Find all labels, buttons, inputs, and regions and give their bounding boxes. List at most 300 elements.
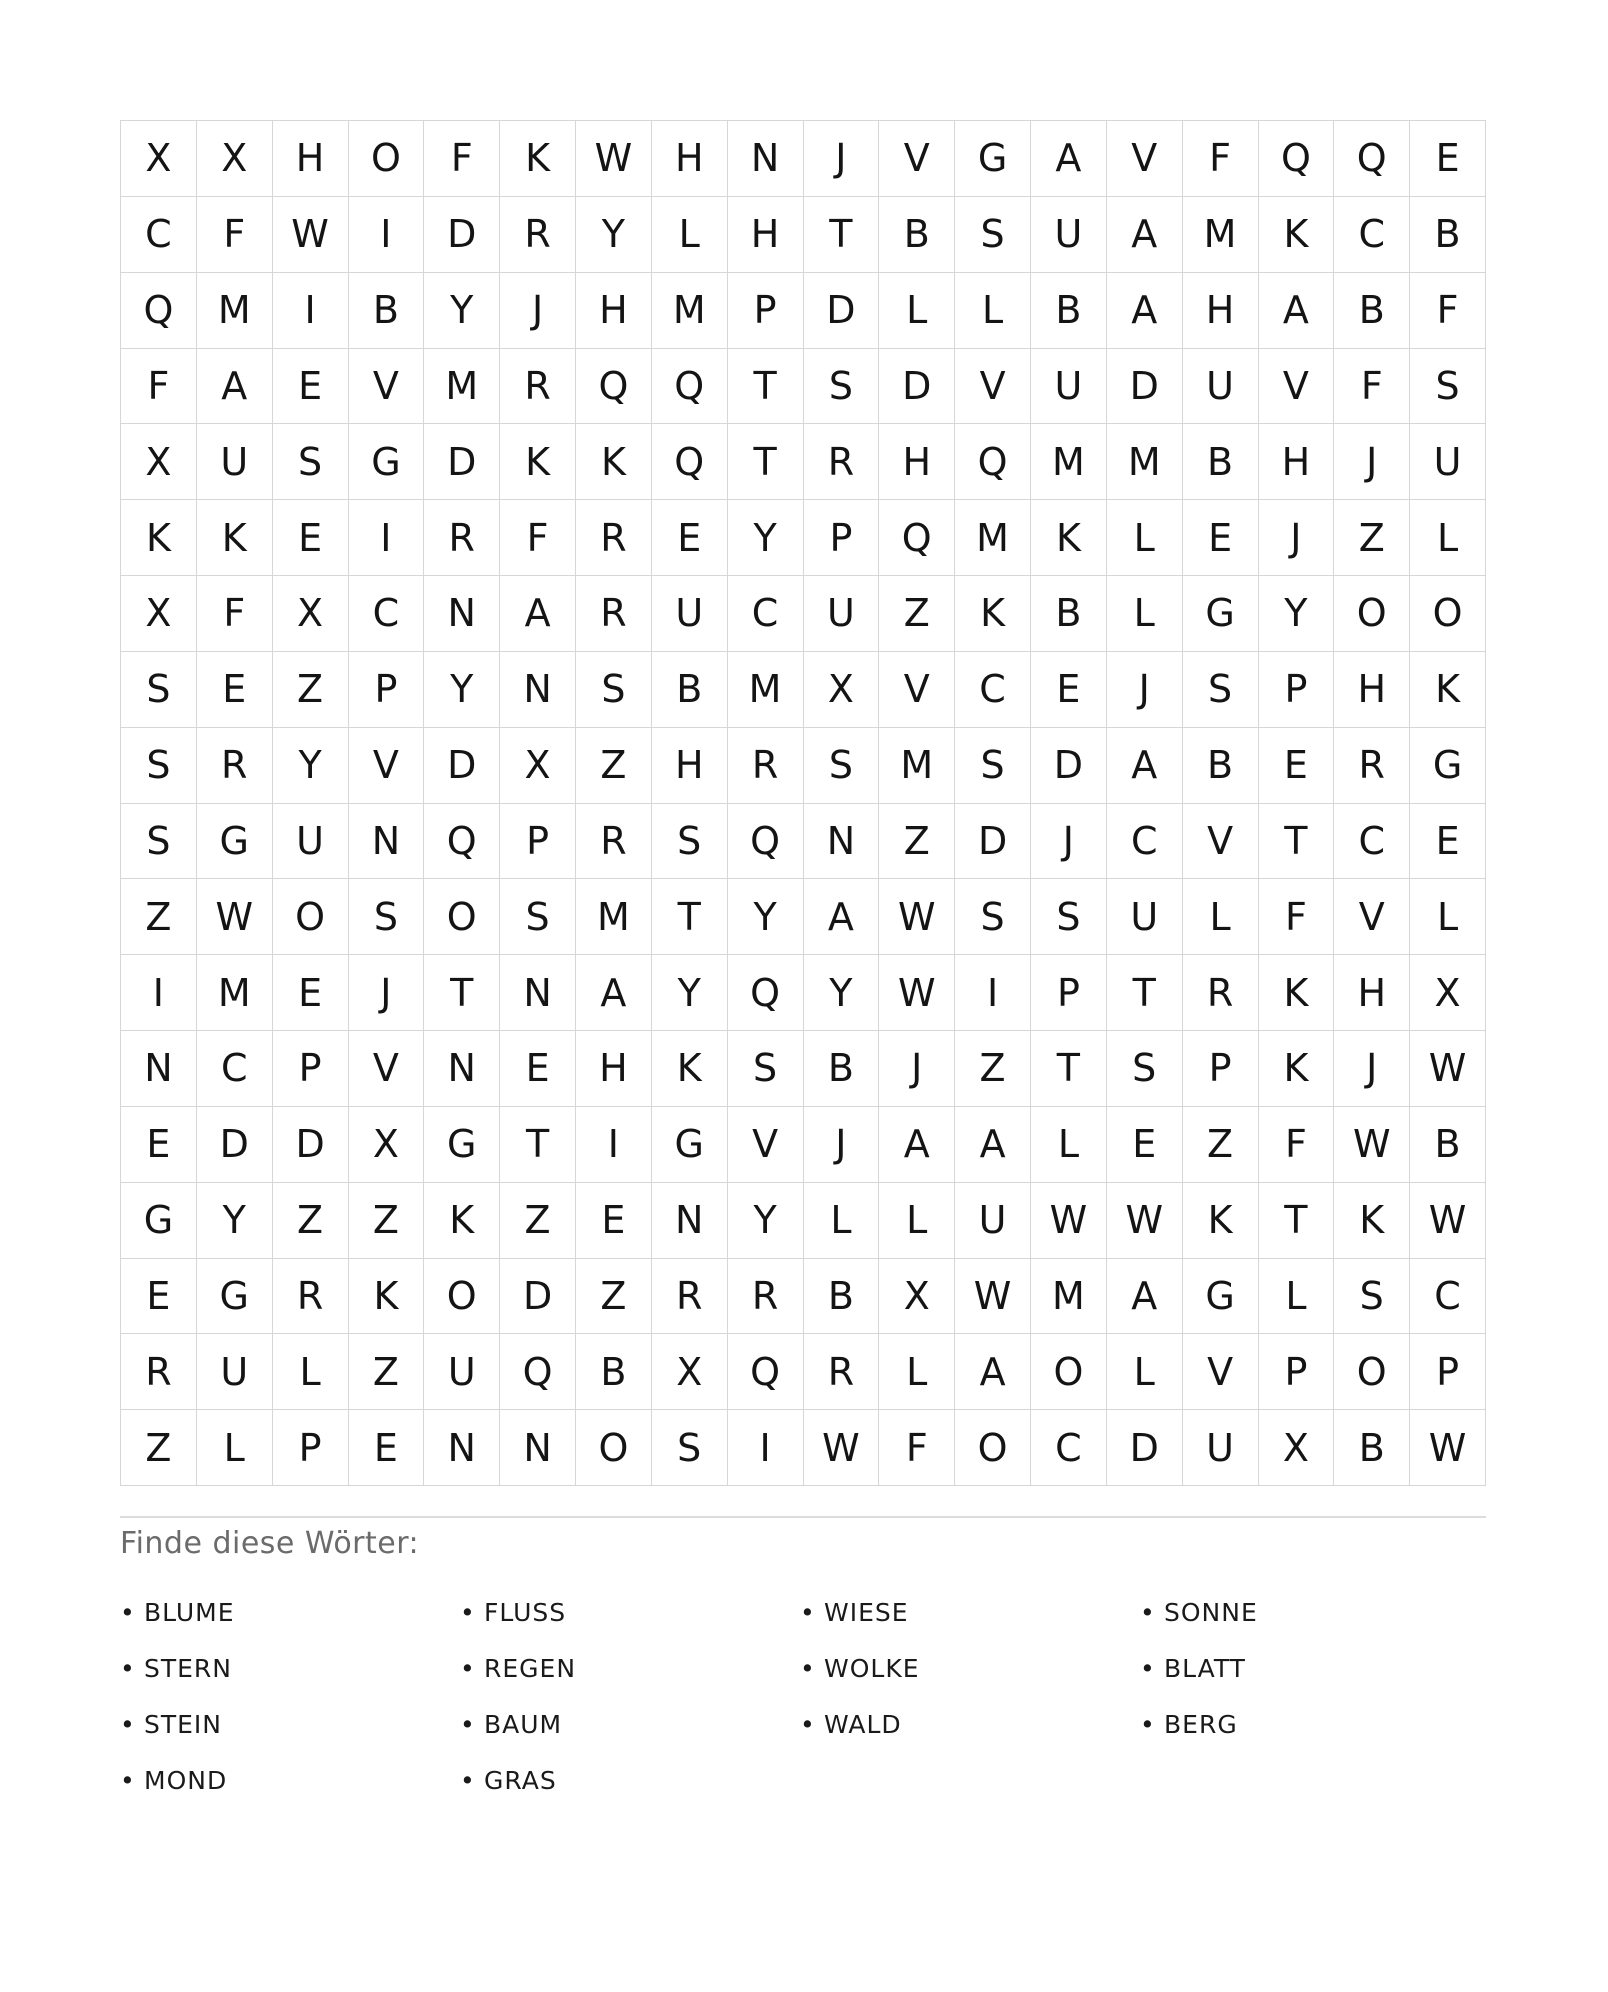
grid-cell[interactable]: A <box>576 955 652 1031</box>
grid-cell[interactable]: Y <box>804 955 880 1031</box>
grid-cell[interactable]: C <box>1334 197 1410 273</box>
grid-cell[interactable]: U <box>1031 197 1107 273</box>
grid-cell[interactable]: A <box>1107 1259 1183 1335</box>
grid-cell[interactable]: C <box>728 576 804 652</box>
grid-cell[interactable]: F <box>1259 879 1335 955</box>
grid-cell[interactable]: R <box>1334 728 1410 804</box>
grid-cell[interactable]: M <box>1031 424 1107 500</box>
grid-cell[interactable]: L <box>652 197 728 273</box>
grid-cell[interactable]: S <box>955 197 1031 273</box>
grid-cell[interactable]: F <box>197 576 273 652</box>
grid-cell[interactable]: Z <box>1183 1107 1259 1183</box>
grid-cell[interactable]: X <box>1259 1410 1335 1486</box>
grid-cell[interactable]: Q <box>955 424 1031 500</box>
grid-cell[interactable]: T <box>804 197 880 273</box>
grid-cell[interactable]: C <box>197 1031 273 1107</box>
grid-cell[interactable]: A <box>1107 273 1183 349</box>
grid-cell[interactable]: M <box>576 879 652 955</box>
grid-cell[interactable]: C <box>955 652 1031 728</box>
grid-cell[interactable]: Q <box>121 273 197 349</box>
grid-cell[interactable]: S <box>955 879 1031 955</box>
grid-cell[interactable]: A <box>804 879 880 955</box>
grid-cell[interactable]: U <box>1183 1410 1259 1486</box>
grid-cell[interactable]: H <box>728 197 804 273</box>
grid-cell[interactable]: S <box>121 804 197 880</box>
grid-cell[interactable]: F <box>197 197 273 273</box>
grid-cell[interactable]: E <box>1031 652 1107 728</box>
grid-cell[interactable]: U <box>1107 879 1183 955</box>
grid-cell[interactable]: V <box>955 349 1031 425</box>
grid-cell[interactable]: B <box>1031 273 1107 349</box>
grid-cell[interactable]: Y <box>424 652 500 728</box>
grid-cell[interactable]: Q <box>500 1334 576 1410</box>
grid-cell[interactable]: A <box>1259 273 1335 349</box>
grid-cell[interactable]: R <box>273 1259 349 1335</box>
grid-cell[interactable]: E <box>1410 121 1486 197</box>
grid-cell[interactable]: K <box>576 424 652 500</box>
grid-cell[interactable]: Q <box>652 349 728 425</box>
grid-cell[interactable]: T <box>1031 1031 1107 1107</box>
grid-cell[interactable]: H <box>1259 424 1335 500</box>
grid-cell[interactable]: E <box>273 955 349 1031</box>
grid-cell[interactable]: R <box>1183 955 1259 1031</box>
grid-cell[interactable]: S <box>1183 652 1259 728</box>
grid-cell[interactable]: X <box>197 121 273 197</box>
grid-cell[interactable]: V <box>349 349 425 425</box>
grid-cell[interactable]: X <box>804 652 880 728</box>
grid-cell[interactable]: P <box>1410 1334 1486 1410</box>
grid-cell[interactable]: K <box>349 1259 425 1335</box>
grid-cell[interactable]: F <box>879 1410 955 1486</box>
grid-cell[interactable]: Y <box>273 728 349 804</box>
grid-cell[interactable]: X <box>121 121 197 197</box>
grid-cell[interactable]: J <box>1334 424 1410 500</box>
grid-cell[interactable]: Q <box>728 804 804 880</box>
grid-cell[interactable]: T <box>424 955 500 1031</box>
grid-cell[interactable]: Q <box>1259 121 1335 197</box>
grid-cell[interactable]: W <box>197 879 273 955</box>
grid-cell[interactable]: U <box>197 424 273 500</box>
grid-cell[interactable]: V <box>879 121 955 197</box>
grid-cell[interactable]: M <box>728 652 804 728</box>
grid-cell[interactable]: K <box>1334 1183 1410 1259</box>
grid-cell[interactable]: B <box>349 273 425 349</box>
grid-cell[interactable]: S <box>121 728 197 804</box>
grid-cell[interactable]: H <box>1334 652 1410 728</box>
grid-cell[interactable]: D <box>879 349 955 425</box>
grid-cell[interactable]: G <box>1410 728 1486 804</box>
grid-cell[interactable]: K <box>652 1031 728 1107</box>
grid-cell[interactable]: O <box>424 1259 500 1335</box>
grid-cell[interactable]: U <box>1031 349 1107 425</box>
grid-cell[interactable]: W <box>1410 1031 1486 1107</box>
grid-cell[interactable]: D <box>424 728 500 804</box>
grid-cell[interactable]: G <box>424 1107 500 1183</box>
grid-cell[interactable]: K <box>500 121 576 197</box>
grid-cell[interactable]: O <box>1410 576 1486 652</box>
grid-cell[interactable]: G <box>121 1183 197 1259</box>
grid-cell[interactable]: K <box>1183 1183 1259 1259</box>
grid-cell[interactable]: G <box>197 804 273 880</box>
grid-cell[interactable]: W <box>879 955 955 1031</box>
grid-cell[interactable]: N <box>804 804 880 880</box>
grid-cell[interactable]: J <box>500 273 576 349</box>
grid-cell[interactable]: K <box>197 500 273 576</box>
grid-cell[interactable]: W <box>879 879 955 955</box>
grid-cell[interactable]: R <box>804 424 880 500</box>
grid-cell[interactable]: S <box>728 1031 804 1107</box>
grid-cell[interactable]: D <box>273 1107 349 1183</box>
grid-cell[interactable]: D <box>804 273 880 349</box>
grid-cell[interactable]: K <box>1259 1031 1335 1107</box>
grid-cell[interactable]: H <box>273 121 349 197</box>
grid-cell[interactable]: S <box>349 879 425 955</box>
grid-cell[interactable]: Q <box>728 1334 804 1410</box>
grid-cell[interactable]: O <box>1334 1334 1410 1410</box>
grid-cell[interactable]: F <box>121 349 197 425</box>
grid-cell[interactable]: U <box>955 1183 1031 1259</box>
grid-cell[interactable]: E <box>652 500 728 576</box>
grid-cell[interactable]: Y <box>728 1183 804 1259</box>
grid-cell[interactable]: D <box>500 1259 576 1335</box>
grid-cell[interactable]: Z <box>879 804 955 880</box>
grid-cell[interactable]: O <box>1031 1334 1107 1410</box>
grid-cell[interactable]: N <box>349 804 425 880</box>
grid-cell[interactable]: D <box>1107 349 1183 425</box>
grid-cell[interactable]: M <box>1183 197 1259 273</box>
grid-cell[interactable]: L <box>1183 879 1259 955</box>
grid-cell[interactable]: R <box>576 500 652 576</box>
grid-cell[interactable]: Y <box>197 1183 273 1259</box>
grid-cell[interactable]: Z <box>576 1259 652 1335</box>
grid-cell[interactable]: X <box>500 728 576 804</box>
grid-cell[interactable]: Y <box>1259 576 1335 652</box>
grid-cell[interactable]: Q <box>652 424 728 500</box>
grid-cell[interactable]: A <box>955 1107 1031 1183</box>
grid-cell[interactable]: N <box>424 1410 500 1486</box>
grid-cell[interactable]: F <box>1259 1107 1335 1183</box>
grid-cell[interactable]: C <box>1031 1410 1107 1486</box>
grid-cell[interactable]: W <box>955 1259 1031 1335</box>
grid-cell[interactable]: M <box>879 728 955 804</box>
grid-cell[interactable]: R <box>728 1259 804 1335</box>
grid-cell[interactable]: V <box>1259 349 1335 425</box>
grid-cell[interactable]: J <box>1334 1031 1410 1107</box>
grid-cell[interactable]: O <box>273 879 349 955</box>
grid-cell[interactable]: H <box>1183 273 1259 349</box>
grid-cell[interactable]: S <box>955 728 1031 804</box>
grid-cell[interactable]: N <box>424 576 500 652</box>
grid-cell[interactable]: C <box>1410 1259 1486 1335</box>
grid-cell[interactable]: P <box>1259 652 1335 728</box>
grid-cell[interactable]: F <box>424 121 500 197</box>
grid-cell[interactable]: L <box>1107 576 1183 652</box>
grid-cell[interactable]: B <box>1410 197 1486 273</box>
grid-cell[interactable]: W <box>576 121 652 197</box>
grid-cell[interactable]: I <box>728 1410 804 1486</box>
grid-cell[interactable]: P <box>500 804 576 880</box>
grid-cell[interactable]: Q <box>879 500 955 576</box>
grid-cell[interactable]: O <box>349 121 425 197</box>
grid-cell[interactable]: X <box>121 424 197 500</box>
grid-cell[interactable]: W <box>804 1410 880 1486</box>
grid-cell[interactable]: R <box>576 576 652 652</box>
grid-cell[interactable]: Q <box>424 804 500 880</box>
grid-cell[interactable]: K <box>1259 197 1335 273</box>
grid-cell[interactable]: S <box>652 1410 728 1486</box>
grid-cell[interactable]: V <box>1107 121 1183 197</box>
grid-cell[interactable]: N <box>500 652 576 728</box>
grid-cell[interactable]: S <box>652 804 728 880</box>
grid-cell[interactable]: K <box>1031 500 1107 576</box>
grid-cell[interactable]: I <box>576 1107 652 1183</box>
grid-cell[interactable]: E <box>1183 500 1259 576</box>
grid-cell[interactable]: M <box>197 955 273 1031</box>
grid-cell[interactable]: S <box>576 652 652 728</box>
grid-cell[interactable]: P <box>349 652 425 728</box>
grid-cell[interactable]: V <box>1334 879 1410 955</box>
grid-cell[interactable]: R <box>121 1334 197 1410</box>
grid-cell[interactable]: J <box>804 121 880 197</box>
grid-cell[interactable]: Q <box>1334 121 1410 197</box>
grid-cell[interactable]: B <box>804 1031 880 1107</box>
grid-cell[interactable]: P <box>728 273 804 349</box>
grid-cell[interactable]: S <box>1410 349 1486 425</box>
grid-cell[interactable]: Z <box>1334 500 1410 576</box>
grid-cell[interactable]: L <box>1107 1334 1183 1410</box>
grid-cell[interactable]: Y <box>728 500 804 576</box>
grid-cell[interactable]: M <box>1031 1259 1107 1335</box>
grid-cell[interactable]: U <box>1183 349 1259 425</box>
grid-cell[interactable]: N <box>500 955 576 1031</box>
grid-cell[interactable]: G <box>955 121 1031 197</box>
grid-cell[interactable]: Y <box>652 955 728 1031</box>
grid-cell[interactable]: E <box>197 652 273 728</box>
grid-cell[interactable]: A <box>1107 197 1183 273</box>
grid-cell[interactable]: M <box>955 500 1031 576</box>
grid-cell[interactable]: R <box>652 1259 728 1335</box>
grid-cell[interactable]: Z <box>349 1183 425 1259</box>
grid-cell[interactable]: G <box>1183 1259 1259 1335</box>
grid-cell[interactable]: B <box>879 197 955 273</box>
grid-cell[interactable]: U <box>273 804 349 880</box>
grid-cell[interactable]: K <box>1259 955 1335 1031</box>
grid-cell[interactable]: F <box>1334 349 1410 425</box>
grid-cell[interactable]: H <box>879 424 955 500</box>
grid-cell[interactable]: E <box>273 349 349 425</box>
grid-cell[interactable]: L <box>197 1410 273 1486</box>
grid-cell[interactable]: P <box>1259 1334 1335 1410</box>
grid-cell[interactable]: N <box>424 1031 500 1107</box>
grid-cell[interactable]: C <box>349 576 425 652</box>
grid-cell[interactable]: S <box>804 728 880 804</box>
grid-cell[interactable]: T <box>500 1107 576 1183</box>
grid-cell[interactable]: R <box>804 1334 880 1410</box>
grid-cell[interactable]: U <box>1410 424 1486 500</box>
grid-cell[interactable]: L <box>879 1334 955 1410</box>
grid-cell[interactable]: H <box>652 728 728 804</box>
grid-cell[interactable]: C <box>1334 804 1410 880</box>
grid-cell[interactable]: Z <box>879 576 955 652</box>
grid-cell[interactable]: X <box>121 576 197 652</box>
grid-cell[interactable]: A <box>1031 121 1107 197</box>
grid-cell[interactable]: W <box>1031 1183 1107 1259</box>
grid-cell[interactable]: X <box>879 1259 955 1335</box>
grid-cell[interactable]: A <box>955 1334 1031 1410</box>
grid-cell[interactable]: N <box>500 1410 576 1486</box>
grid-cell[interactable]: H <box>1334 955 1410 1031</box>
grid-cell[interactable]: S <box>273 424 349 500</box>
grid-cell[interactable]: B <box>576 1334 652 1410</box>
grid-cell[interactable]: V <box>879 652 955 728</box>
grid-cell[interactable]: B <box>1334 273 1410 349</box>
grid-cell[interactable]: S <box>1107 1031 1183 1107</box>
grid-cell[interactable]: N <box>652 1183 728 1259</box>
grid-cell[interactable]: K <box>424 1183 500 1259</box>
grid-cell[interactable]: S <box>500 879 576 955</box>
grid-cell[interactable]: F <box>500 500 576 576</box>
grid-cell[interactable]: T <box>1259 804 1335 880</box>
grid-cell[interactable]: E <box>1107 1107 1183 1183</box>
grid-cell[interactable]: L <box>955 273 1031 349</box>
grid-cell[interactable]: L <box>1031 1107 1107 1183</box>
grid-cell[interactable]: U <box>652 576 728 652</box>
grid-cell[interactable]: D <box>197 1107 273 1183</box>
grid-cell[interactable]: K <box>500 424 576 500</box>
grid-cell[interactable]: L <box>1410 500 1486 576</box>
grid-cell[interactable]: T <box>1259 1183 1335 1259</box>
grid-cell[interactable]: E <box>349 1410 425 1486</box>
grid-cell[interactable]: Z <box>955 1031 1031 1107</box>
grid-cell[interactable]: X <box>273 576 349 652</box>
grid-cell[interactable]: L <box>879 273 955 349</box>
grid-cell[interactable]: J <box>1031 804 1107 880</box>
grid-cell[interactable]: R <box>728 728 804 804</box>
grid-cell[interactable]: A <box>879 1107 955 1183</box>
grid-cell[interactable]: B <box>1031 576 1107 652</box>
grid-cell[interactable]: M <box>197 273 273 349</box>
grid-cell[interactable]: D <box>424 424 500 500</box>
grid-cell[interactable]: V <box>349 728 425 804</box>
grid-cell[interactable]: E <box>500 1031 576 1107</box>
grid-cell[interactable]: S <box>1031 879 1107 955</box>
grid-cell[interactable]: U <box>197 1334 273 1410</box>
grid-cell[interactable]: Z <box>121 879 197 955</box>
grid-cell[interactable]: N <box>728 121 804 197</box>
grid-cell[interactable]: J <box>879 1031 955 1107</box>
grid-cell[interactable]: O <box>1334 576 1410 652</box>
grid-cell[interactable]: T <box>652 879 728 955</box>
grid-cell[interactable]: T <box>728 349 804 425</box>
grid-cell[interactable]: P <box>804 500 880 576</box>
grid-cell[interactable]: D <box>955 804 1031 880</box>
grid-cell[interactable]: Z <box>121 1410 197 1486</box>
grid-cell[interactable]: B <box>652 652 728 728</box>
grid-cell[interactable]: E <box>1410 804 1486 880</box>
grid-cell[interactable]: B <box>804 1259 880 1335</box>
grid-cell[interactable]: M <box>1107 424 1183 500</box>
grid-cell[interactable]: B <box>1410 1107 1486 1183</box>
grid-cell[interactable]: L <box>1410 879 1486 955</box>
grid-cell[interactable]: P <box>1031 955 1107 1031</box>
grid-cell[interactable]: H <box>576 273 652 349</box>
grid-cell[interactable]: Q <box>576 349 652 425</box>
grid-cell[interactable]: S <box>1334 1259 1410 1335</box>
grid-cell[interactable]: T <box>1107 955 1183 1031</box>
grid-cell[interactable]: J <box>1259 500 1335 576</box>
grid-cell[interactable]: I <box>349 500 425 576</box>
grid-cell[interactable]: E <box>1259 728 1335 804</box>
grid-cell[interactable]: I <box>273 273 349 349</box>
grid-cell[interactable]: U <box>424 1334 500 1410</box>
grid-cell[interactable]: D <box>1107 1410 1183 1486</box>
grid-cell[interactable]: I <box>349 197 425 273</box>
grid-cell[interactable]: O <box>424 879 500 955</box>
grid-cell[interactable]: D <box>424 197 500 273</box>
grid-cell[interactable]: A <box>1107 728 1183 804</box>
grid-cell[interactable]: Z <box>576 728 652 804</box>
grid-cell[interactable]: R <box>500 349 576 425</box>
grid-cell[interactable]: L <box>879 1183 955 1259</box>
grid-cell[interactable]: S <box>121 652 197 728</box>
grid-cell[interactable]: K <box>121 500 197 576</box>
grid-cell[interactable]: S <box>804 349 880 425</box>
grid-cell[interactable]: H <box>652 121 728 197</box>
grid-cell[interactable]: K <box>955 576 1031 652</box>
grid-cell[interactable]: I <box>121 955 197 1031</box>
grid-cell[interactable]: B <box>1183 728 1259 804</box>
grid-cell[interactable]: C <box>1107 804 1183 880</box>
grid-cell[interactable]: N <box>121 1031 197 1107</box>
grid-cell[interactable]: H <box>576 1031 652 1107</box>
grid-cell[interactable]: V <box>349 1031 425 1107</box>
grid-cell[interactable]: J <box>349 955 425 1031</box>
grid-cell[interactable]: Z <box>500 1183 576 1259</box>
grid-cell[interactable]: V <box>1183 804 1259 880</box>
grid-cell[interactable]: L <box>1259 1259 1335 1335</box>
grid-cell[interactable]: E <box>121 1259 197 1335</box>
grid-cell[interactable]: A <box>197 349 273 425</box>
grid-cell[interactable]: G <box>652 1107 728 1183</box>
grid-cell[interactable]: B <box>1183 424 1259 500</box>
grid-cell[interactable]: I <box>955 955 1031 1031</box>
grid-cell[interactable]: X <box>1410 955 1486 1031</box>
grid-cell[interactable]: L <box>273 1334 349 1410</box>
grid-cell[interactable]: V <box>728 1107 804 1183</box>
grid-cell[interactable]: A <box>500 576 576 652</box>
grid-cell[interactable]: Y <box>424 273 500 349</box>
grid-cell[interactable]: X <box>652 1334 728 1410</box>
grid-cell[interactable]: G <box>349 424 425 500</box>
grid-cell[interactable]: G <box>197 1259 273 1335</box>
grid-cell[interactable]: W <box>1107 1183 1183 1259</box>
grid-cell[interactable]: R <box>576 804 652 880</box>
grid-cell[interactable]: V <box>1183 1334 1259 1410</box>
grid-cell[interactable]: K <box>1410 652 1486 728</box>
grid-cell[interactable]: T <box>728 424 804 500</box>
grid-cell[interactable]: W <box>1410 1183 1486 1259</box>
grid-cell[interactable]: W <box>1410 1410 1486 1486</box>
grid-cell[interactable]: P <box>273 1410 349 1486</box>
grid-cell[interactable]: Z <box>273 1183 349 1259</box>
grid-cell[interactable]: L <box>804 1183 880 1259</box>
grid-cell[interactable]: P <box>273 1031 349 1107</box>
grid-cell[interactable]: O <box>955 1410 1031 1486</box>
grid-cell[interactable]: Y <box>576 197 652 273</box>
grid-cell[interactable]: P <box>1183 1031 1259 1107</box>
grid-cell[interactable]: M <box>652 273 728 349</box>
grid-cell[interactable]: X <box>349 1107 425 1183</box>
